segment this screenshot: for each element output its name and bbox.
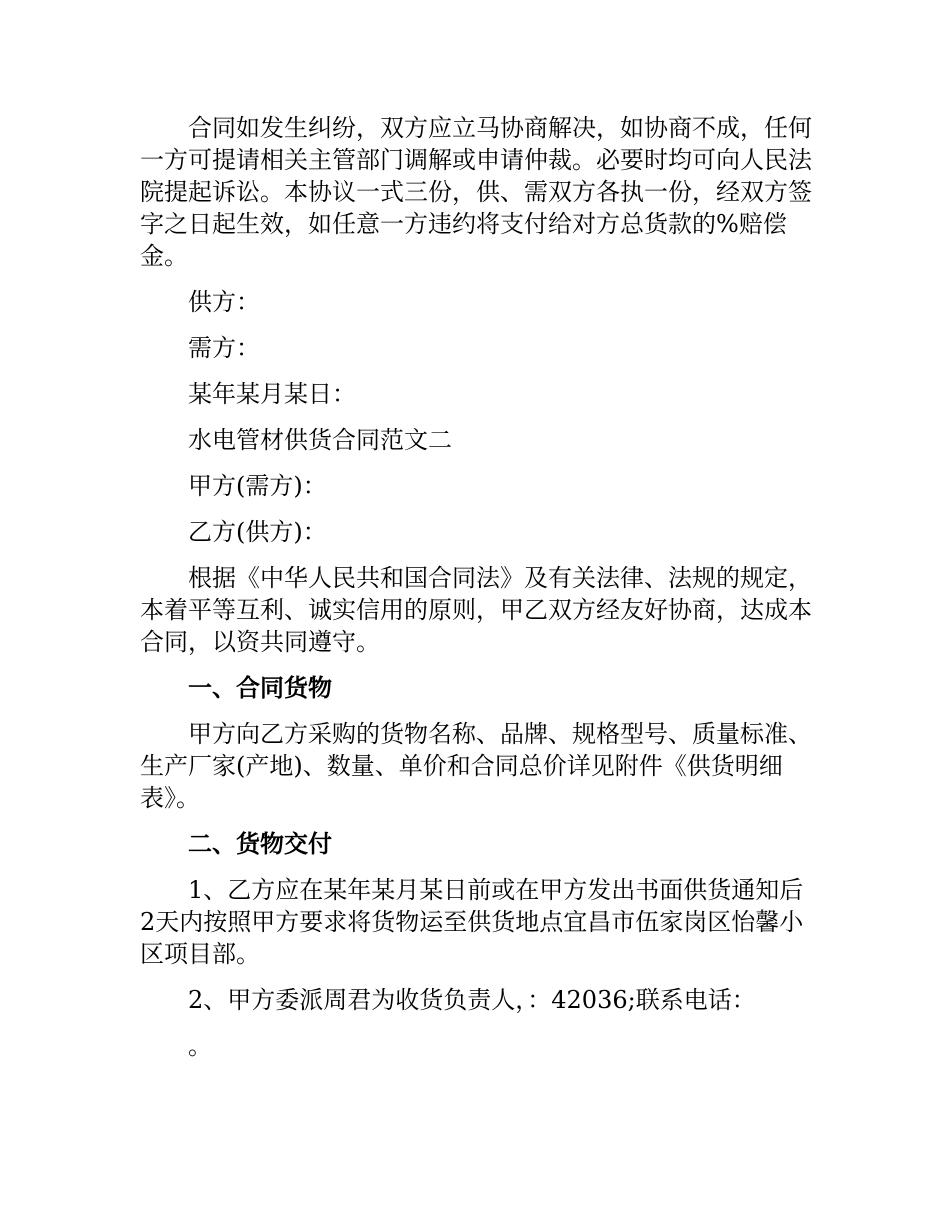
dispute-clause-paragraph: 合同如发生纠纷，双方应立马协商解决，如协商不成，任何一方可提请相关主管部门调解或申请仲裁。必要时均可向人民法院提起诉讼。本协议一式三份，供、需双方各执一份，经双方签字之日起生效，如任意一方违约将支付给对方总货款的%赔偿金。 (140, 114, 812, 270)
document-subtitle: 水电管材供货合同范文二 (188, 426, 452, 454)
delivery-clause-2: 2、甲方委派周君为收货负责人，：42036;联系电话： (188, 986, 756, 1014)
section-heading-goods: 一、合同货物 (188, 673, 332, 702)
trailing-punctuation: 。 (188, 1032, 212, 1060)
goods-paragraph: 甲方向乙方采购的货物名称、品牌、规格型号、质量标准、生产厂家(产地)、数量、单价和合同总价详见附件《供货明细表》。 (140, 720, 812, 812)
supplier-signature-line: 供方： (188, 288, 260, 316)
buyer-signature-line: 需方： (188, 334, 260, 362)
document-page (140, 112, 812, 1076)
preamble-paragraph: 根据《中华人民共和国合同法》及有关法律、法规的规定，本着平等互利、诚实信用的原则，甲乙双方经友好协商，达成本合同，以资共同遵守。 (140, 564, 812, 656)
party-b-line: 乙方(供方)： (188, 518, 327, 546)
party-a-line: 甲方(需方)： (188, 472, 327, 500)
section-heading-delivery: 二、货物交付 (188, 829, 332, 858)
delivery-clause-1: 1、乙方应在某年某月某日前或在甲方发出书面供货通知后2天内按照甲方要求将货物运至供货地点宜昌市伍家岗区怡馨小区项目部。 (140, 876, 804, 968)
date-line: 某年某月某日： (188, 380, 356, 408)
